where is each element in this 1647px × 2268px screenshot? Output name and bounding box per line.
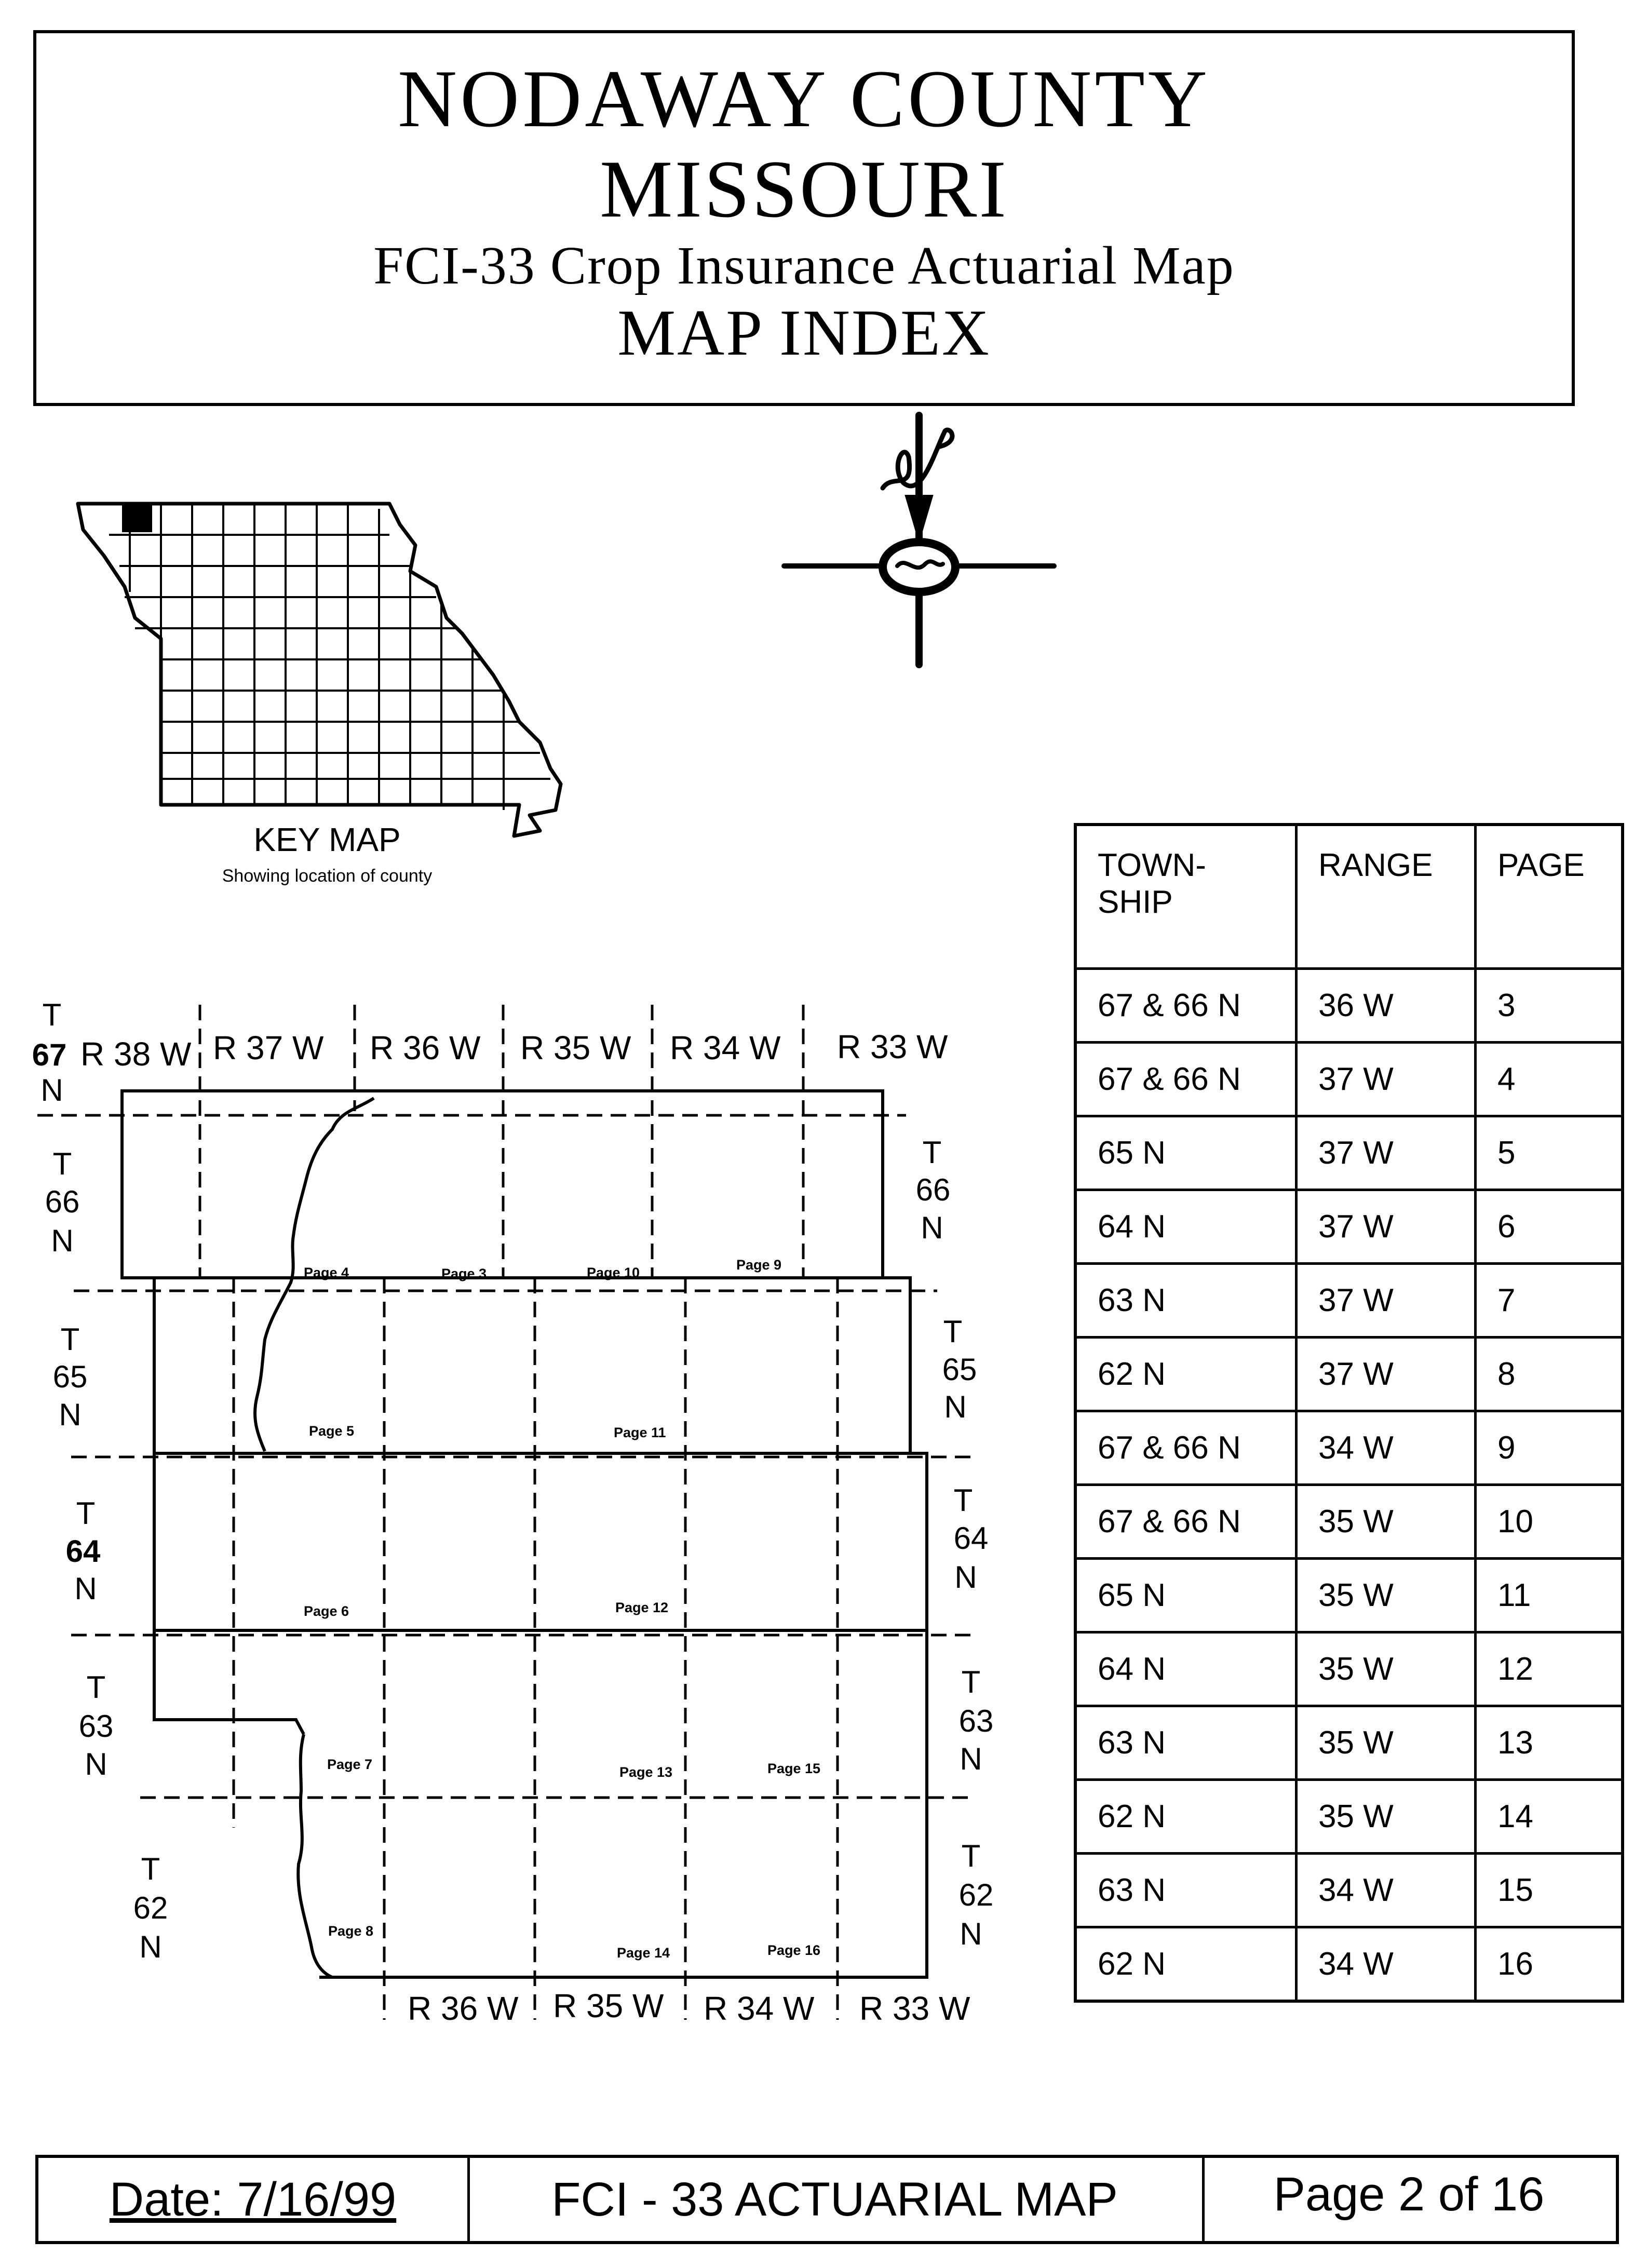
- township-label: T: [953, 1483, 973, 1518]
- page-cell: 9: [1476, 1411, 1623, 1485]
- township-label: N: [921, 1210, 943, 1245]
- township-label: 65: [52, 1359, 88, 1394]
- range-cell: 35 W: [1297, 1780, 1476, 1854]
- footer-date: Date: 7/16/99: [38, 2158, 470, 2241]
- key-map-caption: KEY MAP: [253, 821, 401, 858]
- township-label: N: [944, 1389, 967, 1424]
- township-label: N: [85, 1747, 107, 1781]
- county-title: NODAWAY COUNTY: [397, 53, 1211, 144]
- township-cell: 64 N: [1075, 1632, 1297, 1706]
- page-cell: 15: [1476, 1854, 1623, 1927]
- west-boundary-river: [255, 1098, 374, 1977]
- range-label-top: R 35 W: [520, 1029, 631, 1066]
- range-label-top: R 33 W: [837, 1028, 948, 1065]
- sheet-t64-t62: [154, 1453, 927, 1977]
- page-cell: 7: [1476, 1264, 1623, 1338]
- map-index-table: [1074, 823, 1624, 2003]
- page-label: Page 6: [304, 1603, 349, 1619]
- missouri-outline: [78, 504, 561, 836]
- table-row: [1075, 969, 1623, 1043]
- township-label: 64: [953, 1521, 989, 1556]
- page-cell: 11: [1476, 1559, 1623, 1632]
- township-label: N: [139, 1929, 162, 1964]
- footer-page-number: Page 2 of 16: [1273, 2168, 1545, 2221]
- table-row: [1075, 1559, 1623, 1632]
- page-label: Page 4: [304, 1265, 349, 1280]
- sheet-t65: [154, 1278, 910, 1453]
- page-label: Page 7: [327, 1757, 373, 1772]
- header-range: RANGE: [1297, 825, 1476, 969]
- header-township-line1: TOWN-: [1098, 847, 1206, 883]
- range-cell: 37 W: [1297, 1043, 1476, 1116]
- page-cell: 3: [1476, 969, 1623, 1043]
- map-index-title: MAP INDEX: [617, 297, 991, 369]
- table-row: [1075, 1485, 1623, 1559]
- township-cell: 67 & 66 N: [1075, 1411, 1297, 1485]
- page-cell: 16: [1476, 1927, 1623, 2002]
- range-label-bottom: R 34 W: [704, 1990, 815, 2027]
- page-cell: 4: [1476, 1043, 1623, 1116]
- page-label: Page 9: [736, 1257, 782, 1273]
- north-letter: N: [919, 468, 923, 474]
- table-row: [1075, 1264, 1623, 1338]
- nodaway-county-highlight: [122, 504, 152, 532]
- page-cell: 5: [1476, 1116, 1623, 1190]
- key-map-missouri: [73, 498, 571, 852]
- range-cell: 37 W: [1297, 1190, 1476, 1264]
- key-map-subcaption: Showing location of county: [222, 866, 433, 886]
- page-label: Page 10: [587, 1265, 640, 1280]
- range-label-top: R 38 W: [80, 1035, 192, 1073]
- township-label: T: [961, 1665, 981, 1699]
- range-label-top: R 37 W: [213, 1029, 324, 1066]
- township-label: N: [960, 1916, 982, 1951]
- township-cell: 67 & 66 N: [1075, 969, 1297, 1043]
- township-label: T: [60, 1322, 80, 1357]
- page-cell: 6: [1476, 1190, 1623, 1264]
- range-label-bottom: R 36 W: [408, 1990, 519, 2027]
- page-cell: 10: [1476, 1485, 1623, 1559]
- township-label: T: [86, 1670, 106, 1705]
- range-cell: 35 W: [1297, 1559, 1476, 1632]
- township-cell: 63 N: [1075, 1854, 1297, 1927]
- table-row: [1075, 1706, 1623, 1780]
- table-row: [1075, 1190, 1623, 1264]
- range-cell: 34 W: [1297, 1411, 1476, 1485]
- header-township: [1075, 825, 1297, 969]
- township-cell: 62 N: [1075, 1780, 1297, 1854]
- township-label: N: [40, 1073, 63, 1108]
- township-label: T: [922, 1135, 942, 1170]
- page-label: Page 13: [619, 1764, 673, 1780]
- township-cell: 62 N: [1075, 1338, 1297, 1411]
- table-header-row: [1075, 825, 1623, 969]
- header-page: PAGE: [1476, 825, 1623, 969]
- township-label: T: [141, 1852, 160, 1886]
- table-row: [1075, 1854, 1623, 1927]
- range-label-top: R 34 W: [670, 1029, 781, 1066]
- map-subtitle: FCI-33 Crop Insurance Actuarial Map: [373, 236, 1235, 295]
- range-cell: 34 W: [1297, 1927, 1476, 2002]
- township-cell: 64 N: [1075, 1190, 1297, 1264]
- range-label-bottom: R 35 W: [553, 1987, 664, 2024]
- sheet-t66: [122, 1091, 883, 1278]
- township-label: 66: [915, 1172, 951, 1207]
- table-row: [1075, 1927, 1623, 2002]
- township-cell: 62 N: [1075, 1927, 1297, 2002]
- township-label: N: [960, 1742, 982, 1776]
- page-label: Page 16: [767, 1942, 821, 1958]
- township-label: 62: [133, 1891, 168, 1925]
- township-label: N: [954, 1560, 977, 1595]
- range-cell: 34 W: [1297, 1854, 1476, 1927]
- north-arrow-icon: [779, 410, 1059, 675]
- page-label: Page 15: [767, 1761, 821, 1776]
- township-cell: 63 N: [1075, 1706, 1297, 1780]
- table-row: [1075, 1116, 1623, 1190]
- range-cell: 37 W: [1297, 1338, 1476, 1411]
- title-block: [33, 30, 1575, 406]
- township-label: T: [52, 1146, 72, 1181]
- page-label: Page 8: [328, 1923, 374, 1939]
- township-label: 67: [32, 1037, 67, 1072]
- range-cell: 36 W: [1297, 969, 1476, 1043]
- page-cell: 8: [1476, 1338, 1623, 1411]
- page-cell: 12: [1476, 1632, 1623, 1706]
- page-cell: 13: [1476, 1706, 1623, 1780]
- footer-block: [35, 2155, 1619, 2244]
- township-label: 63: [78, 1709, 114, 1744]
- range-cell: 37 W: [1297, 1116, 1476, 1190]
- township-label: T: [943, 1314, 963, 1349]
- township-label: T: [961, 1839, 981, 1873]
- range-label-top: R 36 W: [370, 1029, 481, 1066]
- township-cell: 63 N: [1075, 1264, 1297, 1338]
- page-label: Page 12: [615, 1600, 669, 1615]
- page-label: Page 5: [309, 1423, 355, 1439]
- township-label: 66: [45, 1184, 80, 1219]
- township-cell: 67 & 66 N: [1075, 1043, 1297, 1116]
- page-cell: 14: [1476, 1780, 1623, 1854]
- page-label: Page 3: [441, 1266, 487, 1281]
- table-row: [1075, 1780, 1623, 1854]
- township-label: 65: [942, 1352, 977, 1387]
- township-label: T: [76, 1496, 96, 1531]
- range-label-bottom: R 33 W: [859, 1990, 970, 2027]
- range-cell: 37 W: [1297, 1264, 1476, 1338]
- township-label: T: [42, 997, 62, 1032]
- range-cell: 35 W: [1297, 1485, 1476, 1559]
- range-cell: 35 W: [1297, 1632, 1476, 1706]
- township-label: N: [59, 1397, 82, 1432]
- township-label: 62: [959, 1878, 994, 1912]
- table-row: [1075, 1632, 1623, 1706]
- page-label: Page 14: [617, 1945, 670, 1961]
- table-row: [1075, 1043, 1623, 1116]
- township-label: N: [51, 1223, 74, 1258]
- township-label: 64: [65, 1534, 101, 1569]
- township-cell: 67 & 66 N: [1075, 1485, 1297, 1559]
- table-row: [1075, 1411, 1623, 1485]
- footer-map-name: FCI - 33 ACTUARIAL MAP: [467, 2158, 1205, 2241]
- township-label: N: [74, 1571, 97, 1606]
- township-cell: 65 N: [1075, 1559, 1297, 1632]
- township-cell: 65 N: [1075, 1116, 1297, 1190]
- township-label: 63: [959, 1704, 994, 1738]
- range-cell: 35 W: [1297, 1706, 1476, 1780]
- page-label: Page 11: [614, 1425, 666, 1440]
- header-township-line2: SHIP: [1098, 884, 1173, 920]
- table-row: [1075, 1338, 1623, 1411]
- state-title: MISSOURI: [599, 144, 1009, 235]
